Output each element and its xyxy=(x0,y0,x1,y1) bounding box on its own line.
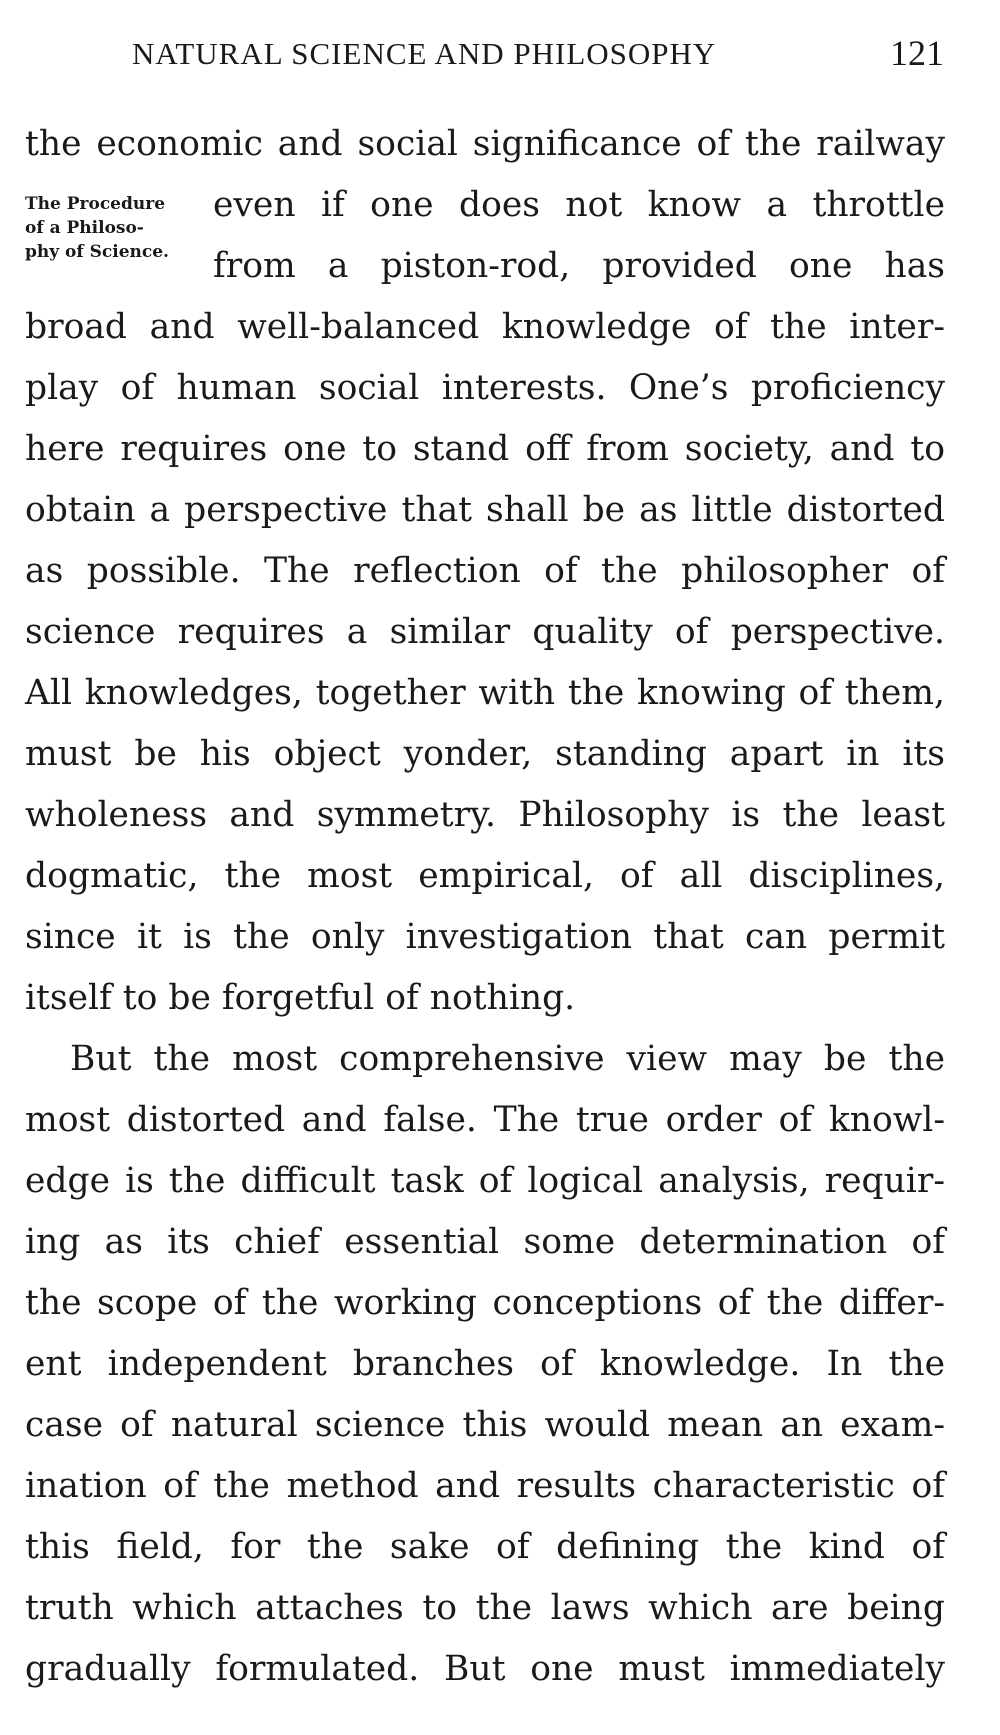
text-line: here requires one to stand off from society, and to xyxy=(25,429,945,469)
text-line: gradually formulated. But one must immediately xyxy=(25,1649,945,1689)
text-line: the scope of the working conceptions of the differ- xyxy=(25,1283,945,1323)
paragraph-1 xyxy=(25,114,945,1029)
margin-note-line: The Procedure xyxy=(25,194,166,214)
text-line: ing as its chief essential some determination of xyxy=(25,1222,945,1262)
text-line: most distorted and false. The true order of knowl- xyxy=(25,1100,945,1140)
text-line: itself to be forgetful of nothing. xyxy=(25,978,576,1018)
text-line: ination of the method and results characteristic of xyxy=(25,1466,945,1506)
text-line: edge is the difficult task of logical analysis, requir- xyxy=(25,1161,945,1201)
margin-note-line: of a Philoso- xyxy=(25,218,144,238)
page-header xyxy=(0,30,1000,80)
page-number: 121 xyxy=(890,33,944,73)
text-line: case of natural science this would mean an exam- xyxy=(25,1405,945,1445)
text-line: must be his object yonder, standing apart in its xyxy=(25,734,945,774)
text-line: truth which attaches to the laws which are being xyxy=(25,1588,945,1628)
text-line: But the most comprehensive view may be the xyxy=(70,1039,945,1079)
running-head: NATURAL SCIENCE AND PHILOSOPHY xyxy=(132,36,717,71)
text-line: science requires a similar quality of perspective. xyxy=(25,612,945,652)
text-line: this field, for the sake of defining the kind of xyxy=(25,1527,945,1567)
text-line: All knowledges, together with the knowing of them, xyxy=(25,673,945,713)
text-line: obtain a perspective that shall be as little distorted xyxy=(25,490,945,530)
margin-note-line: phy of Science. xyxy=(25,242,169,262)
text-line: from a piston-rod, provided one has xyxy=(213,246,945,286)
text-line: dogmatic, the most empirical, of all disciplines, xyxy=(25,856,945,896)
text-line: ent independent branches of knowledge. In the xyxy=(25,1344,945,1384)
text-line: play of human social interests. One’s proficiency xyxy=(25,368,945,408)
body-text xyxy=(25,114,945,1700)
text-line: since it is the only investigation that can permit xyxy=(25,917,945,957)
text-line: even if one does not know a throttle xyxy=(213,185,945,225)
paragraph-2 xyxy=(25,1029,945,1700)
text-line: as possible. The reflection of the philosopher of xyxy=(25,551,945,591)
text-line: the economic and social significance of the railway xyxy=(25,124,945,164)
text-line: broad and well-balanced knowledge of the inter- xyxy=(25,307,945,347)
text-line: wholeness and symmetry. Philosophy is the least xyxy=(25,795,945,835)
